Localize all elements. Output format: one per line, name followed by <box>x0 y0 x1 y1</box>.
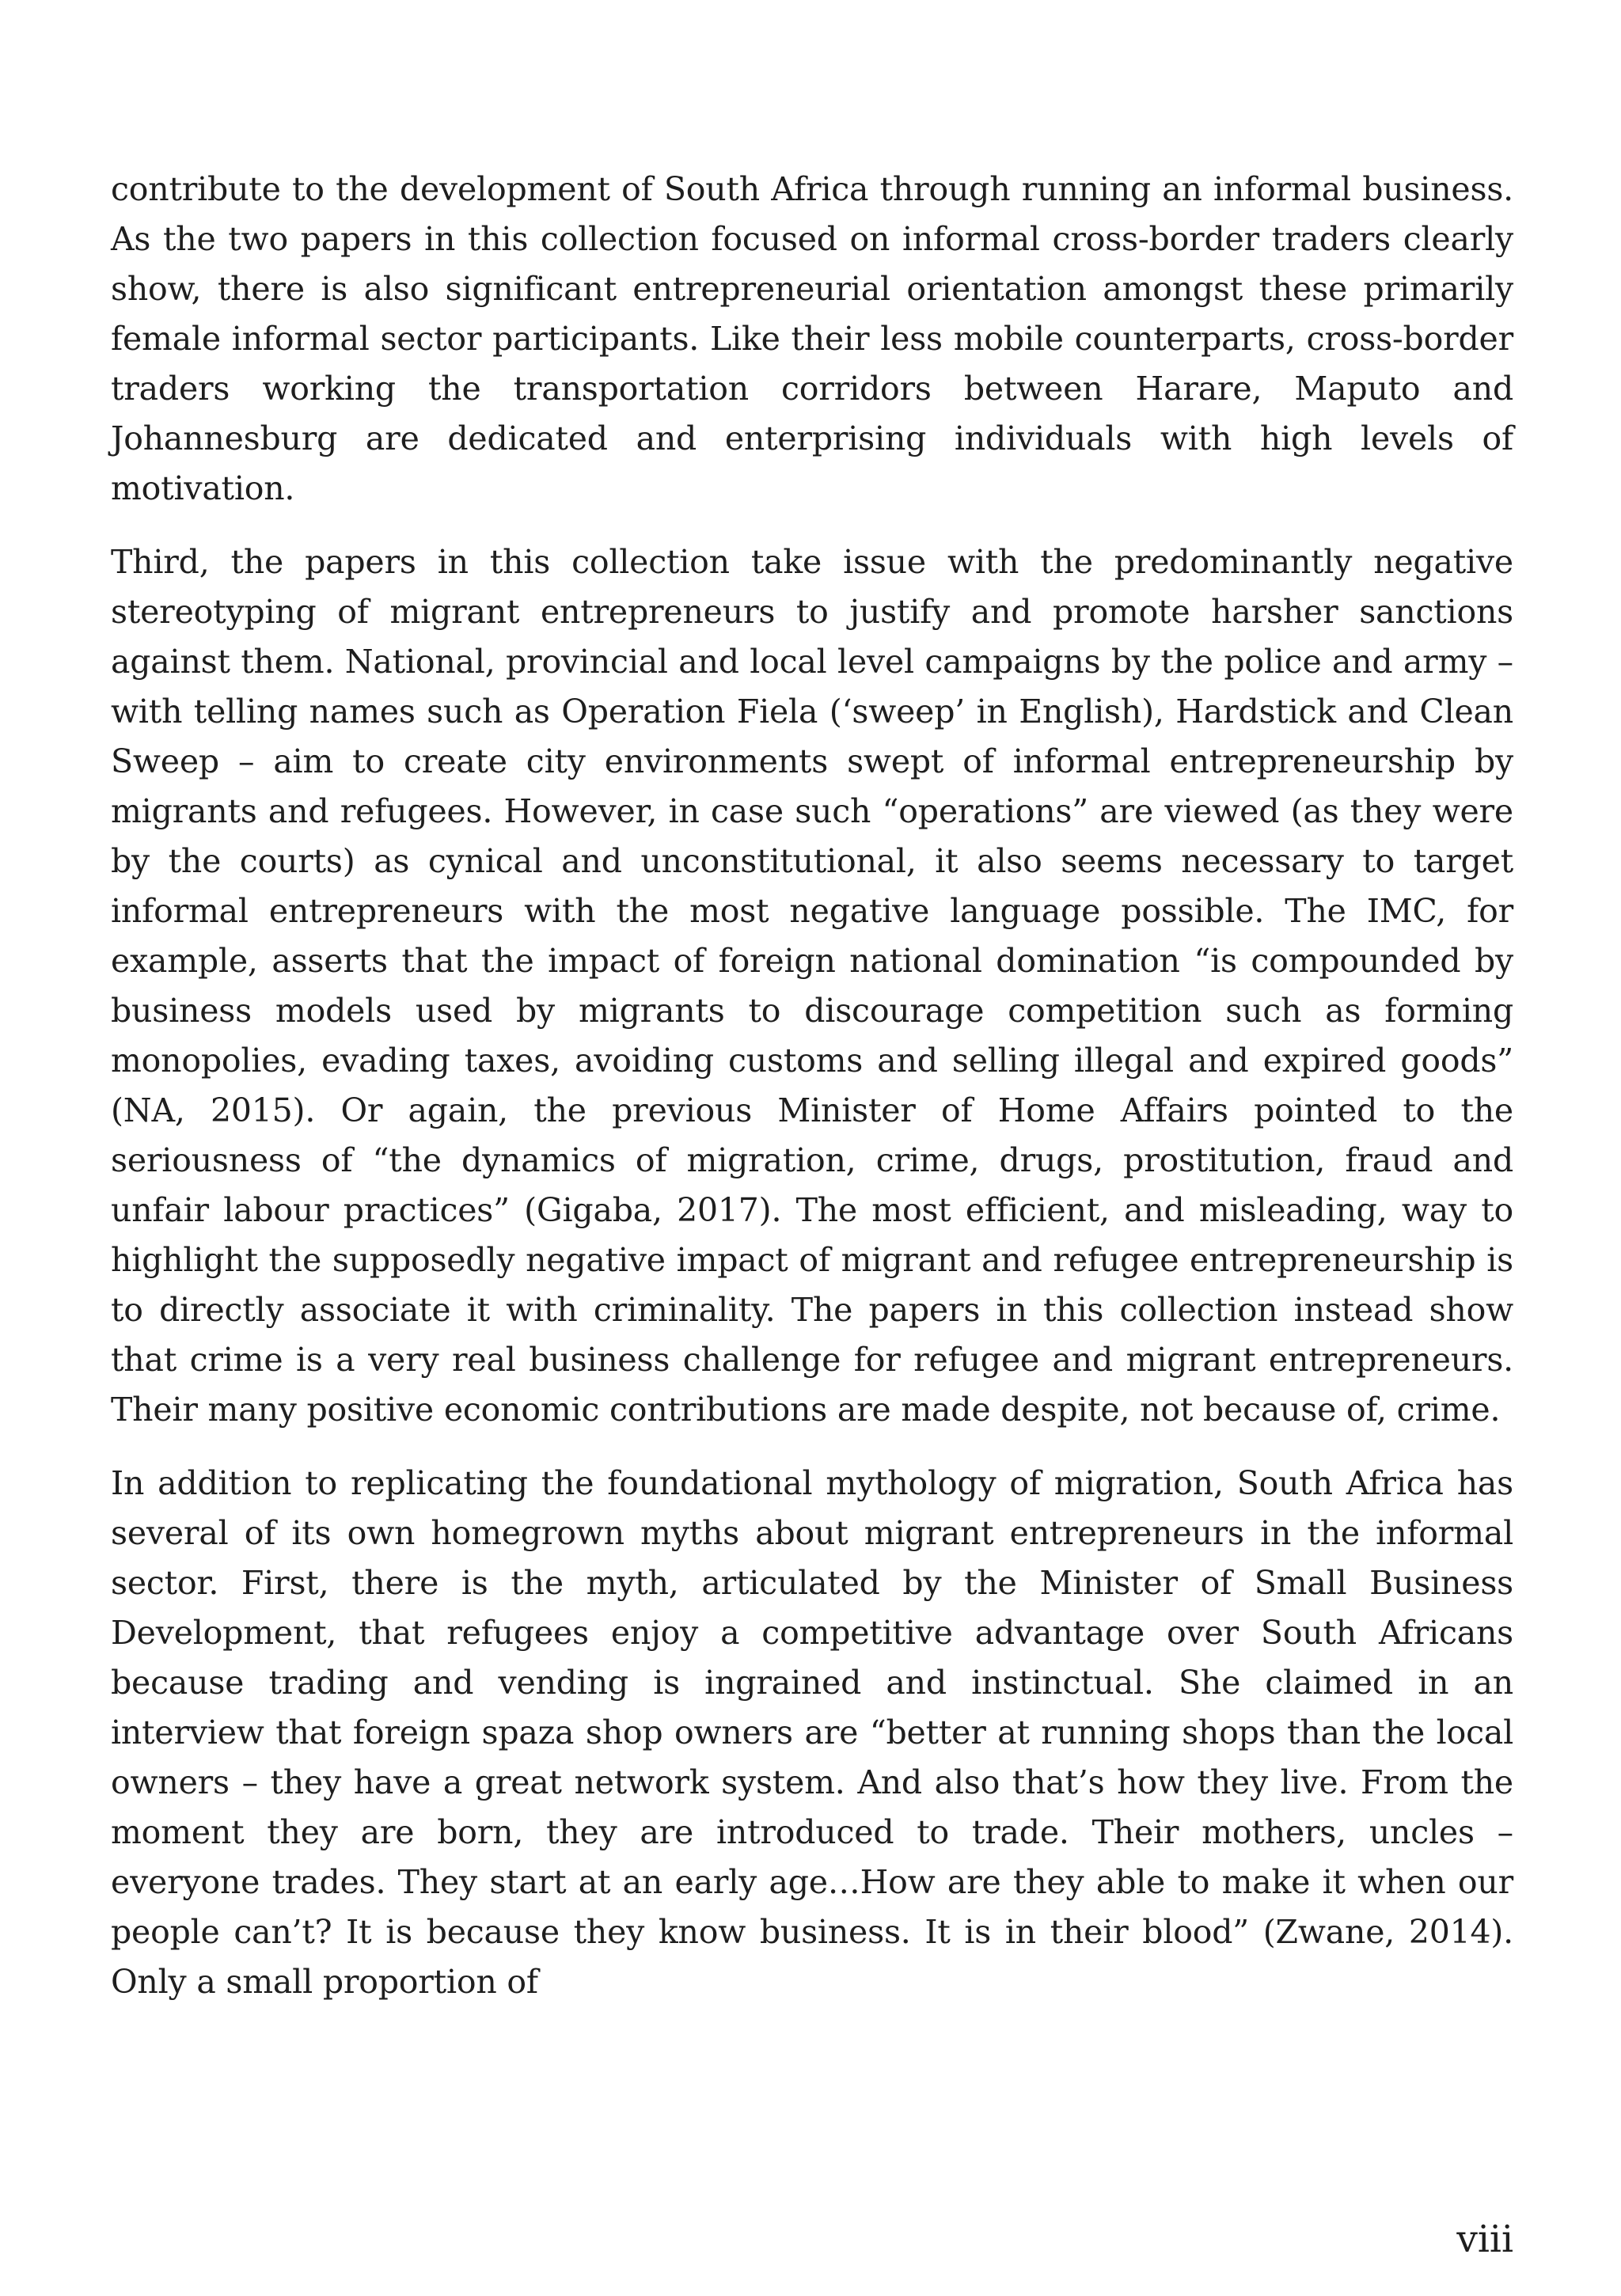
paragraph-negative-stereotyping: Third, the papers in this collection take issue with the predominantly negative stereotyping of migrant entrepreneurs to justify and promote harsher sanctions against them. National, provincial and local level campaigns by the police and army – with telling names such as Operation Fiela (‘sweep’ in English), Hardstick and Clean Sweep – aim to create city environments swept of informal entrepreneurship by migrants and refugees. However, in case such “operations” are viewed (as they were by the courts) as cynical and unconstitutional, it also seems necessary to target informal entrepreneurs with the most negative language possible. The IMC, for example, asserts that the impact of foreign national domination “is compounded by business models used by migrants to discourage competition such as forming monopolies, evading taxes, avoiding customs and selling illegal and expired goods” (NA, 2015). Or again, the previous Minister of Home Affairs pointed to the seriousness of “the dynamics of migration, crime, drugs, prostitution, fraud and unfair labour practices” (Gigaba, 2017). The most efficient, and misleading, way to highlight the supposedly negative impact of migrant and refugee entrepreneurship is to directly associate it with criminality. The papers in this collection instead show that crime is a very real business challenge for refugee and migrant entrepreneurs. Their many positive economic contributions are made despite, not because of, crime. <box>111 543 1513 1429</box>
paragraph-homegrown-myths: In addition to replicating the foundational mythology of migration, South Africa has several of its own homegrown myths about migrant entrepreneurs in the informal sector. First, there is the myth, articulated by the Minister of Small Business Development, that refugees enjoy a competitive advantage over South Africans because trading and vending is ingrained and instinctual. She claimed in an interview that foreign spaza shop owners are “better at running shops than the local owners – they have a great network system. And also that’s how they live. From the moment they are born, they are introduced to trade. Their mothers, uncles – everyone trades. They start at an early age…How are they able to make it when our people can’t? It is because they know business. It is in their blood” (Zwane, 2014). Only a small proportion of <box>111 1464 1513 2001</box>
page-number: viii <box>1456 2218 1513 2261</box>
paragraph-cross-border-traders: contribute to the development of South Africa through running an informal business. As the two papers in this collection focused on informal cross-border traders clearly show, there is also significant entrepreneurial orientation amongst these primarily female informal sector participants. Like their less mobile counterparts, cross-border traders working the transportation corridors between Harare, Maputo and Johannesburg are dedicated and enterprising individuals with high levels of motivation. <box>111 170 1513 507</box>
document-body <box>111 165 1513 2031</box>
